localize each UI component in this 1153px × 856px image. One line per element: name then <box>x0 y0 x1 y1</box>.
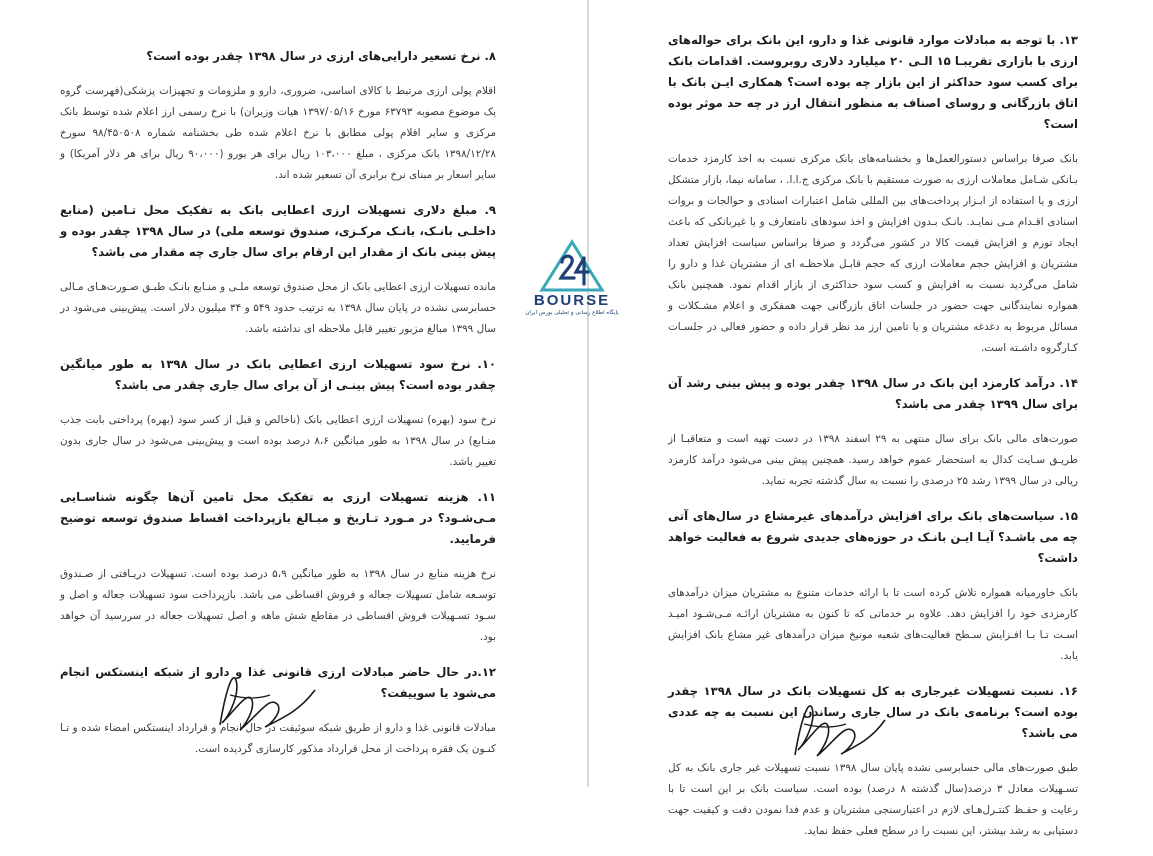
answer-11: نرخ هزینه منابع در سال ۱۳۹۸ به طور میانگین ۵،۹ درصد بوده است. تسهیلات دریـافتی از صـندوق توسـعه شامل تسهیلات جعاله و فروش اقساطی می باشد. بازپرداخت سود تسهیلات جعاله و اصل و سـود تسـهیلات فروش اقساطی در مقاطع شش ماهه و اصل تسهیلات جعاله در سررسید آن خواهد بود. <box>60 568 497 643</box>
signature-left <box>200 655 320 745</box>
right-page <box>590 0 1153 837</box>
question-14: ۱۴. درآمد کارمزد این بانک در سال ۱۳۹۸ چقدر بوده و پیش بینی رشد آن برای سال ۱۳۹۹ چقدر می باشد؟ <box>668 376 1078 411</box>
question-12: ۱۲.در حال حاضر مبادلات ارزی قانونی غذا و دارو از شبکه اینستکس انجام می‌شود یا سوییفت؟ <box>60 665 496 700</box>
question-11: ۱۱. هزینه تسهیلات ارزی به تفکیک محل تامین آن‌ها چگونه شناسـایی مـی‌شـود؟ در مـورد تـاریخ و مبـالغ بازپرداخت اقساط صندوق توسعه توضیح فرمایید. <box>60 490 496 546</box>
answer-10: نرخ سود (بهره) تسهیلات ارزی اعطایی بانک (ناخالص و قبل از کسر سود (بهره) پرداختی بابت جذب منـابع) در سال ۱۳۹۸ به طور میانگین ۸،۶ درصد بوده است و پیش‌بینی می‌شود در سال جاری بدون تغییر باشد. <box>60 414 496 468</box>
logo-subtitle: پایگاه اطلاع رسانی و تحلیلی بورس ایران <box>525 310 619 316</box>
page-divider <box>587 0 589 787</box>
question-9: ۹. مبلغ دلاری تسهیلات ارزی اعطایی بانک به تفکیک محل تـامین (منابع داخلـی بانـک، بانـک مرکـزی، صندوق توسعه ملی) در سال ۱۳۹۸ چقدر بوده و پیش بینی بانک از مقدار این ارقام برای سال جاری چه مقدار می باشد؟ <box>60 203 496 259</box>
answer-14: صورت‌های مالی بانک برای سال منتهی به ۲۹ اسفند ۱۳۹۸ در دست تهیه است و متعاقبـا از طریـق سـایت کدال به استحضار عموم خواهد رسید. همچنین پیش بینی می‌شود درآمد کارمزد ریالی در سال ۱۳۹۹ رشد ۲۵ درصدی را نسبت به سال گذشته تجربه نماید. <box>668 433 1078 487</box>
logo-mark-icon <box>540 240 604 292</box>
question-8: ۸. نرخ تسعیر دارایی‌های ارزی در سال ۱۳۹۸ چقدر بوده است؟ <box>146 49 496 63</box>
answer-13: بانک صرفا براساس دستورالعمل‌ها و بخشنامه‌های بانک مرکزی نسبت به اخذ کارمزد خدمات بـانکی شـامل معاملات ارزی به صورت مستقیم با بانک مرکزی ج.ا.ا. ، سامانه نیما، بازار متشکل ارزی و یا استفاده از ابـزار پرداخت‌های بین المللی شامل اعتبارات اسنادی و حوالجات و بروات اسنادی اقـدام مـی نمایـد. بانـک بـدون افزایش و اخذ سودهای نامتعارف و یا غیربانکی که باعث ایجاد تورم و افزایش قیمت کالا در کشور می‌گردد و صرفا براساس سیاست افزایش تعداد مشتریان و افزایش حجم معاملات ارزی که حجم قابـل ملاحظـه ای از مشتریان غذا و دارو را شامل می‌گردید نسبت به افزایش و کسب سود حداکثری از بازار اقدام نمود. همچنین بانک همواره نمایندگانی جهت حضور در جلسات اتاق بازرگانی جهت همفکری و اعلام مشـکلات و مسائل مربوط به دغدغه مشتریان و یا تامین ارز مد نظر قرار داده و حضور فعالی در جلسـات کـارگروه داشـته است. <box>668 153 1078 354</box>
left-page <box>0 0 588 787</box>
answer-16: طبق صورت‌های مالی حسابرسی نشده پایان سال ۱۳۹۸ نسبت تسهیلات غیر جاری بانک به کل تسـهیلات معادل ۳ درصد(سال گذشته ۸ درصد) بوده است. سیاست بانک بر این است تا با رعایت و حفـظ کنتـرل‌هـای لازم در اعتبارسنجی مشتریان و عدم فدا نمودن دقت و کیفیت جهت دستیابی به رشد بیشتر، این نسبت را در سطح فعلی حفظ نماید. <box>668 762 1079 837</box>
answer-12: مبادلات قانونی غذا و دارو از طریق شبکه سوئیفت در حال انجام و قرارداد اینستکس امضاء شده و تـا کنـون یک فقره پرداخت از محل قرارداد مذکور کارسازی گردیده است. <box>60 722 496 755</box>
question-13: ۱۳. با توجه به مبادلات موارد قانونی غذا و دارو، این بانک برای حواله‌های ارزی با بازاری تقریبـا ۱۵ الـی ۲۰ میلیارد دلاری روبروست. اقدامات بانک برای کسب سود حداکثر از این بازار چه بوده است؟ همکاری ایـن بانک با اتاق بازرگانی و روسای اصناف به منظور انتقال ارز در چه حد موثر بوده است؟ <box>668 33 1079 131</box>
question-15: ۱۵. سیاست‌های بانک برای افزایش درآمدهای غیرمشاع در سال‌های آتی چه می باشـد؟ آیـا ایـن بانـک در حوزه‌های جدیدی شروع به فعالیت خواهد داشت؟ <box>668 509 1078 565</box>
answer-15: بانک خاورمیانه همواره تلاش کرده است تا با ارائه خدمات متنوع به مشتریان میزان درآمدهای کارمزدی خود را افزایش دهد. علاوه بر خدماتی که تا کنون به مشتریان ارائـه مـی‌شـود امیـد اسـت تـا بـا افـزایش سـطح فعالیت‌های شعبه مونیخ میزان درآمدهای غیر مشاع بانک افزایش یابد. <box>668 587 1078 662</box>
question-16: ۱۶. نسبت تسهیلات غیرجاری به کل تسهیلات بانک در سال ۱۳۹۸ چقدر بوده است؟ برنامه‌ی بانک در سال جاری رساندن این نسبت به چه عددی می باشد؟ <box>668 684 1078 740</box>
question-10: ۱۰. نرخ سود تسهیلات ارزی اعطایی بانک در سال ۱۳۹۸ به طور میانگین چقدر بوده است؟ پیش بینـی از آن برای سال جاری چقدر می باشد؟ <box>60 357 496 392</box>
answer-9: مانده تسهیلات ارزی اعطایی بانک از محل صندوق توسعه ملـی و منـابع بانـک طبـق صـورت‌هـای مـالی حسابرسی نشده در پایان سال ۱۳۹۸ به ترتیب حدود ۵۴۹ و ۳۴ میلیون دلار است. پیش‌بینی می‌شود در سال ۱۳۹۹ مبالغ مزبور تغییر قابل ملاحظه ای نداشته باشد. <box>60 281 496 335</box>
bourse24-logo <box>497 240 647 320</box>
signature-right <box>780 680 890 770</box>
logo-brand-text: BOURSE <box>533 292 611 309</box>
answer-8: اقلام پولی ارزی مرتبط با کالای اساسی، ضروری، دارو و ملزومات و تجهیزات پزشکی(فهرست گروه یک موضوع مصوبه ۶۳۷۹۳ مورخ ۱۳۹۷/۰۵/۱۶ هیات وزیران) با نرخ رسمی ارز اعلام شده توسط بانک مرکزی و سایر اقلام پولی مطابق با نرخ اعلام شده طی بخشنامه شماره ۹۸/۴۵۰۵۰۸ سورخ ۱۳۹۸/۱۲/۲۸ بانک مرکزی ، مبلغ ۱۰۳،۰۰۰ ریال برای هر یورو (۹۰،۰۰۰ ریال برای هر دلار آمریکا) و سایر اسعار بر مبنای نرخ برابری آن تسعیر شده اند. <box>60 85 496 181</box>
